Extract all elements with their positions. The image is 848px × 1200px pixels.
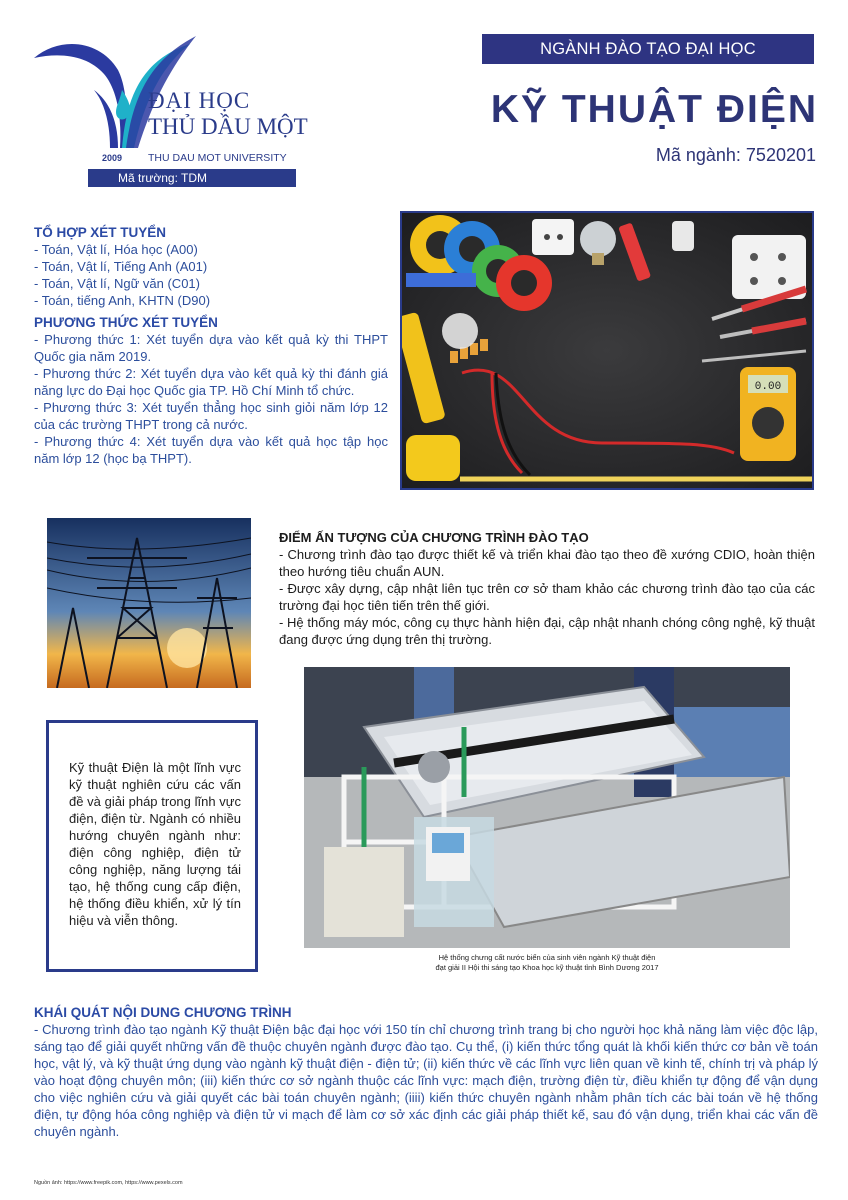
- multimeter-reading: 0.00: [754, 381, 782, 393]
- overview-body: - Chương trình đào tạo ngành Kỹ thuật Điện bậc đại học với 150 tín chỉ chương trình trang bị cho người học khả năng làm việc độc lập, sáng tạo để giải quyết những vấn đề thuộc chuyên ngành được đào tạo. Cụ thể, (i) kiến thức tổng quát là khối kiến thức cơ bản về toán học, vật lý, và kỹ thuật ứng dụng vào ngành kỹ thuật điện - điện tử; (ii) kiến thức về các lĩnh vực liên quan về kinh tế, chính trị và pháp lý vào hoạt động chuyên môn; (iii) kiến thức cơ sở ngành thuộc các lĩnh vực: mạch điện, trường điện từ, điều khiển tự động để vận dụng cho việc nghiên cứu và giải quyết các bài toán chuyên ngành; (iiii) kiến thức chuyên ngành nhằm phân tích các bài toán về hệ thống điện, tự động hóa công nghiệp và điện tử vi mạch để làm cơ sở xác định các giải pháp thiết kế, sau đó vận dụng, triển khai các vấn đề chuyên ngành.: [34, 1022, 818, 1139]
- highlight-item: - Hệ thống máy móc, công cụ thực hành hiện đại, cập nhật nhanh chóng công nghệ, kỹ thuật đang được ứng dụng trên thị trường.: [279, 615, 815, 647]
- highlight-item: - Chương trình đào tạo được thiết kế và triển khai đào tạo theo đề xướng CDIO, hoàn thiện theo hướng tiêu chuẩn AUN.: [279, 547, 815, 579]
- method-item: - Phương thức 1: Xét tuyển dựa vào kết quả kỳ thi THPT Quốc gia năm 2019.: [34, 332, 388, 364]
- method-item: - Phương thức 4: Xét tuyển dựa vào kết quả học tập học năm lớp 12 (học bạ THPT).: [34, 434, 388, 466]
- combo-item: - Toán, tiếng Anh, KHTN (D90): [34, 293, 211, 308]
- image-credit: Nguồn ảnh: https://www.freepik.com, https://www.pexels.com: [34, 1180, 183, 1186]
- method-item: - Phương thức 2: Xét tuyển dựa vào kết quả kỳ thi đánh giá năng lực do Đại học Quốc gia TP. Hồ Chí Minh tổ chức.: [34, 366, 388, 398]
- school-code-badge: Mã trường: TDM: [88, 169, 296, 187]
- major-code: Mã ngành: 7520201: [655, 145, 816, 165]
- description-box: [46, 720, 258, 972]
- major-title: KỸ THUẬT ĐIỆN: [490, 88, 818, 131]
- logo-title-line1: ĐẠI HỌC: [148, 88, 251, 113]
- electrical-tools-photo: [400, 211, 814, 490]
- methods-heading: PHƯƠNG THỨC XÉT TUYỂN: [34, 315, 218, 330]
- overview-heading: KHÁI QUÁT NỘI DUNG CHƯƠNG TRÌNH: [34, 1005, 292, 1020]
- combo-item: - Toán, Vật lí, Hóa học (A00): [34, 242, 198, 257]
- logo-title-line2: THỦ DẦU MỘT: [148, 114, 308, 139]
- highlights-heading: ĐIỂM ẤN TƯỢNG CỦA CHƯƠNG TRÌNH ĐÀO TẠO: [279, 530, 589, 545]
- logo-english-name: THU DAU MOT UNIVERSITY: [148, 152, 287, 164]
- logo-year: 2009: [102, 153, 123, 163]
- highlights-section: [279, 529, 815, 648]
- caption-line-2: đạt giải II Hội thi sáng tạo Khoa học kỹ thuật tỉnh Bình Dương 2017: [435, 963, 659, 972]
- combos-heading: TỔ HỢP XÉT TUYỂN: [34, 225, 167, 240]
- method-item: - Phương thức 3: Xét tuyển thẳng học sinh giỏi năm lớp 12 của các trường THPT trong cả nước.: [34, 400, 388, 432]
- overview-section: [34, 1004, 818, 1140]
- photo-caption: [304, 953, 790, 973]
- program-level-banner: NGÀNH ĐÀO TẠO ĐẠI HỌC: [482, 34, 814, 64]
- description-text: Kỹ thuật Điện là một lĩnh vực kỹ thuật nghiên cứu các vấn đề và giải pháp trong lĩnh vực điện, điện từ. Ngành có nhiều hướng chuyên ngành như: điện công nghiệp, điện tử công nghiệp, năng lượng tái tạo, hệ thống cung cấp điện, hệ thống điều khiển, xử lý tín hiệu và viễn thông.: [69, 760, 241, 928]
- combo-item: - Toán, Vật lí, Ngữ văn (C01): [34, 276, 200, 291]
- power-tower-photo: [47, 518, 251, 688]
- admission-section: [34, 224, 388, 467]
- student-project-photo: [304, 667, 790, 948]
- university-logo: [30, 30, 310, 190]
- highlight-item: - Được xây dựng, cập nhật liên tục trên cơ sở tham khảo các chương trình đào tạo của các trường đại học tiên tiến trên thế giới.: [279, 581, 815, 613]
- caption-line-1: Hệ thống chưng cất nước biển của sinh viên ngành Kỹ thuật điện: [438, 953, 656, 962]
- combo-item: - Toán, Vật lí, Tiếng Anh (A01): [34, 259, 208, 274]
